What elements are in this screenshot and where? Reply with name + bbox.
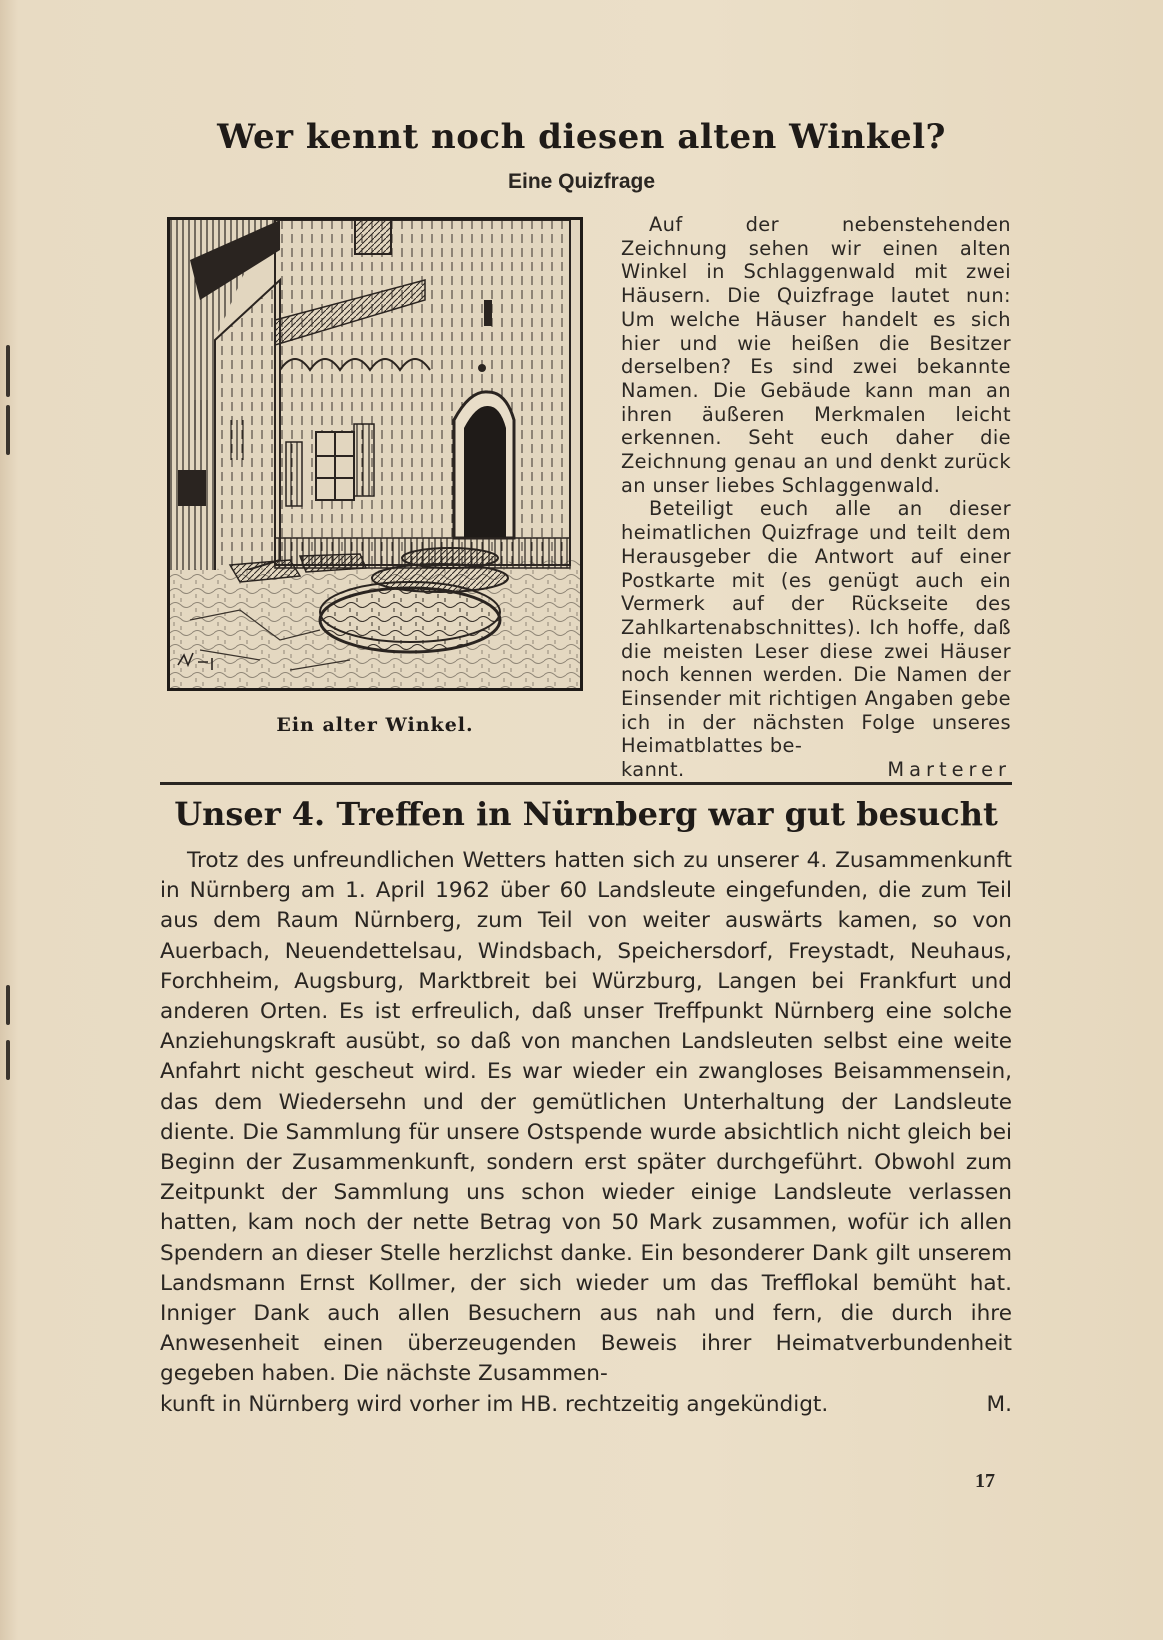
binding-mark <box>6 1040 10 1080</box>
meeting-article-body <box>160 846 1012 1420</box>
page-number: 17 <box>975 1470 995 1492</box>
section-divider <box>160 782 1012 785</box>
meeting-author-signature: M. <box>986 1391 1012 1417</box>
quiz-paragraph: Auf der nebenstehenden Zeichnung sehen wir einen alten Winkel in Schlaggenwald mit zwei Häusern. Die Quizfrage lautet nun: Um welche Häuser handelt es sich hier und wie heißen die Besitzer derselben? Es sind zwei bekannte Namen. Die Gebäude kann man an ihren äußeren Merkmalen leicht erkennen. Seht euch daher die Zeichnung genau an und denkt zurück an unser liebes Schlaggenwald. <box>621 213 1011 497</box>
image-caption: Ein alter Winkel. <box>276 714 474 736</box>
quiz-paragraph-end: kannt. <box>621 758 685 782</box>
old-corner-drawing-illustration <box>170 220 580 688</box>
quiz-article-body <box>621 213 1011 782</box>
binding-mark <box>6 985 10 1025</box>
binding-mark <box>6 345 10 397</box>
binding-mark <box>6 405 10 455</box>
meeting-paragraph-end: kunft in Nürnberg wird vorher im HB. rechtzeitig angekündigt. <box>160 1391 829 1417</box>
quiz-article-title: Wer kennt noch diesen alten Winkel? <box>217 117 946 157</box>
quiz-closing-line <box>621 758 1011 782</box>
quiz-author-signature: Marterer <box>887 758 1011 782</box>
quiz-paragraph: Beteiligt euch alle an dieser heimatlichen Quizfrage und teilt dem Herausgeber die Antwort auf einer Postkarte mit (es genügt auch ein Vermerk auf der Rückseite des Zahlkartenabschnittes). Ich hoffe, daß die meisten Leser diese zwei Häuser noch kennen werden. Die Namen der Einsender mit richtigen Angaben gebe ich in der nächsten Folge unseres Heimatblattes be- <box>621 497 1011 758</box>
meeting-article-title: Unser 4. Treffen in Nürnberg war gut besucht <box>174 795 998 833</box>
meeting-closing-line <box>160 1390 1012 1420</box>
quiz-article-subtitle: Eine Quizfrage <box>507 170 656 193</box>
meeting-paragraph: Trotz des unfreundlichen Wetters hatten sich zu unserer 4. Zusammenkunft in Nürnberg am 1. April 1962 über 60 Landsleute eingefunden, die zum Teil aus dem Raum Nürnberg, zum Teil von weiter auswärts kamen, so von Auerbach, Neuendettelsau, Windsbach, Speichersdorf, Freystadt, Neuhaus, Forchheim, Augsburg, Marktbreit bei Würzburg, Langen bei Frankfurt und anderen Orten. Es ist erfreulich, daß unser Treffpunkt Nürnberg eine solche Anziehungskraft ausübt, so daß von manchen Landsleuten selbst eine weite Anfahrt nicht gescheut wird. Es war wieder ein zwangloses Beisammensein, das dem Wiedersehn und der gemütlichen Unterhaltung der Landsleute diente. Die Sammlung für unsere Ostspende wurde absichtlich nicht gleich bei Beginn der Zusammenkunft, sondern erst später durchgeführt. Obwohl zum Zeitpunkt der Sammlung uns schon wieder einige Landsleute verlassen hatten, kam noch der nette Betrag von 50 Mark zusammen, wofür ich allen Spendern an dieser Stelle herzlichst danke. Ein besonderer Dank gilt unserem Landsmann Ernst Kollmer, der sich wieder um das Trefflokal bemüht hat. Inniger Dank auch allen Besuchern aus nah und fern, die durch ihre Anwesenheit einen überzeugenden Beweis ihrer Heimatverbundenheit gegeben haben. Die nächste Zusammen- <box>160 848 1012 1387</box>
old-corner-drawing <box>167 217 583 691</box>
